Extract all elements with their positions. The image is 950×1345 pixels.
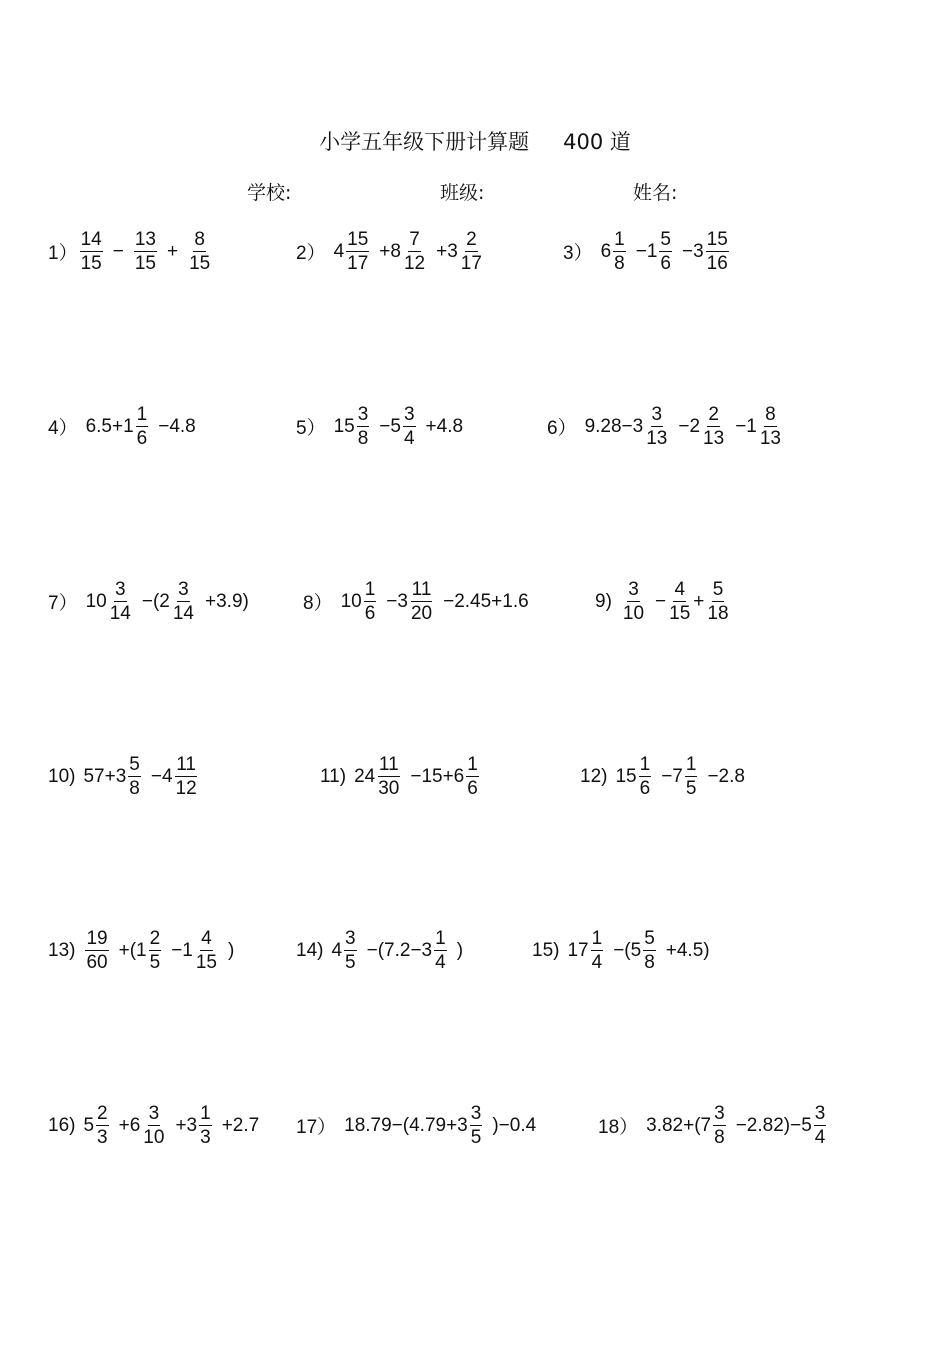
expression-text: ) <box>456 939 464 961</box>
fraction <box>659 230 672 273</box>
numerator: 1 <box>435 928 446 949</box>
problem-number: 3） <box>563 243 593 264</box>
problem-18 <box>598 1104 828 1147</box>
denominator: 5 <box>470 1127 482 1148</box>
fraction <box>188 230 211 273</box>
numerator: 2 <box>708 404 719 425</box>
expression-text: 10 <box>85 590 107 612</box>
expression-text: +3 <box>175 1114 198 1136</box>
denominator: 8 <box>644 952 655 973</box>
expression-text: +3 <box>436 240 458 262</box>
numerator: 1 <box>364 579 376 600</box>
denominator: 15 <box>189 253 211 274</box>
fraction <box>403 405 416 448</box>
denominator: 15 <box>195 952 217 973</box>
title-main: 小学五年级下册计算题 <box>319 130 530 154</box>
fraction <box>85 929 108 972</box>
fraction <box>759 405 782 448</box>
expression-text: − <box>655 590 667 612</box>
fraction <box>346 230 369 273</box>
expression-text: − <box>112 240 124 262</box>
numerator: 3 <box>651 404 663 425</box>
numerator: 1 <box>200 1103 211 1124</box>
numerator: 3 <box>178 579 189 600</box>
problem-number: 14) <box>296 939 324 961</box>
expression-text: −15+6 <box>410 765 465 787</box>
numerator: 15 <box>706 229 728 250</box>
problem-7 <box>48 580 249 623</box>
problem-number: 18） <box>598 1117 639 1138</box>
expression-text: −4 <box>150 765 173 787</box>
denominator: 4 <box>403 428 415 449</box>
expression-text: )−0.4 <box>492 1114 537 1136</box>
expression-text: −2.82)−5 <box>735 1114 812 1136</box>
school-field: 学校: <box>247 182 292 204</box>
denominator: 13 <box>759 428 781 449</box>
expression-text: −(7.2−3 <box>366 939 433 961</box>
numerator: 1 <box>467 754 478 775</box>
denominator: 14 <box>109 603 131 624</box>
expression-text: 57+3 <box>83 765 127 787</box>
fraction <box>80 230 103 273</box>
problem-number: 1） <box>48 243 78 264</box>
problem-9 <box>595 580 732 623</box>
problem-8 <box>303 580 529 623</box>
fraction <box>109 580 132 623</box>
problem-15 <box>532 929 710 972</box>
fraction <box>410 580 433 623</box>
numerator: 11 <box>378 754 399 775</box>
page-title <box>0 126 950 156</box>
numerator: 3 <box>814 1103 826 1124</box>
expression-text: + <box>166 240 179 262</box>
numerator: 8 <box>194 229 205 250</box>
expression-text: 5 <box>83 1114 95 1136</box>
expression-text: −1 <box>635 240 658 262</box>
problem-4 <box>48 405 196 448</box>
problem-number: 6） <box>547 418 577 439</box>
class-field: 班级: <box>440 182 485 204</box>
numerator: 2 <box>97 1103 108 1124</box>
problem-number: 10) <box>48 765 76 787</box>
denominator: 18 <box>707 603 729 624</box>
expression-text: −(5 <box>613 939 642 961</box>
fraction <box>706 580 729 623</box>
denominator: 10 <box>622 603 645 624</box>
expression-text: −2 <box>678 415 701 437</box>
fraction <box>639 755 652 798</box>
fraction <box>149 929 162 972</box>
numerator: 4 <box>674 579 686 600</box>
problem-number: 11) <box>320 765 347 787</box>
denominator: 5 <box>685 778 697 799</box>
expression-text: −3 <box>681 240 704 262</box>
denominator: 15 <box>80 253 102 274</box>
expression-text: −4.8 <box>158 415 196 437</box>
denominator: 12 <box>175 778 197 799</box>
denominator: 12 <box>403 253 426 274</box>
problem-number: 16) <box>48 1114 76 1136</box>
numerator: 4 <box>201 928 212 949</box>
fraction <box>172 580 195 623</box>
numerator: 8 <box>765 404 776 425</box>
numerator: 1 <box>685 754 697 775</box>
expression-text: −3 <box>386 590 408 612</box>
problem-11 <box>320 755 481 798</box>
fraction <box>199 1104 212 1147</box>
denominator: 3 <box>200 1127 211 1148</box>
numerator: 2 <box>466 229 477 250</box>
fraction <box>591 929 604 972</box>
numerator: 5 <box>712 579 724 600</box>
problem-14 <box>296 929 463 972</box>
denominator: 13 <box>703 428 725 449</box>
numerator: 1 <box>639 754 651 775</box>
fraction <box>357 405 370 448</box>
fraction <box>96 1104 109 1147</box>
denominator: 6 <box>364 603 376 624</box>
denominator: 17 <box>347 253 369 274</box>
expression-text: 15 <box>333 415 355 437</box>
fraction <box>142 1104 165 1147</box>
expression-text: −(2 <box>141 590 170 612</box>
numerator: 5 <box>660 229 671 250</box>
denominator: 17 <box>460 253 482 274</box>
numerator: 3 <box>470 1103 482 1124</box>
fraction <box>175 755 198 798</box>
numerator: 3 <box>115 579 126 600</box>
numerator: 5 <box>129 754 140 775</box>
numerator: 3 <box>148 1103 160 1124</box>
expression-text: 4 <box>331 939 343 961</box>
denominator: 15 <box>669 603 691 624</box>
numerator: 3 <box>403 404 415 425</box>
denominator: 4 <box>435 952 446 973</box>
fraction <box>643 929 656 972</box>
problem-17 <box>296 1104 536 1147</box>
expression-text: 18.79−(4.79+3 <box>344 1114 468 1136</box>
fraction <box>377 755 400 798</box>
numerator: 15 <box>347 229 369 250</box>
numerator: 1 <box>136 404 148 425</box>
problem-number: 7） <box>48 593 78 614</box>
expression-text: +4.5) <box>665 939 710 961</box>
expression-text: + <box>693 590 705 612</box>
problem-2 <box>296 230 485 273</box>
title-count: 400 道 <box>563 130 631 154</box>
denominator: 5 <box>345 952 356 973</box>
problem-number: 2） <box>296 243 326 264</box>
numerator: 5 <box>644 928 655 949</box>
fraction <box>622 580 645 623</box>
numerator: 3 <box>357 404 369 425</box>
expression-text: −7 <box>661 765 683 787</box>
problem-number: 15) <box>532 939 560 961</box>
fraction <box>136 405 149 448</box>
denominator: 60 <box>86 952 108 973</box>
expression-text: ) <box>228 939 235 961</box>
expression-text: 9.28−3 <box>584 415 644 437</box>
numerator: 13 <box>134 229 156 250</box>
denominator: 14 <box>172 603 194 624</box>
numerator: 11 <box>411 579 432 600</box>
denominator: 20 <box>410 603 433 624</box>
problem-number: 9) <box>595 590 612 612</box>
numerator: 19 <box>86 928 108 949</box>
fraction <box>460 230 483 273</box>
name-field: 姓名: <box>633 182 678 204</box>
expression-text: −2.8 <box>707 765 745 787</box>
expression-text: 6 <box>600 240 612 262</box>
numerator: 11 <box>176 754 196 775</box>
problem-number: 8） <box>303 593 333 614</box>
denominator: 4 <box>591 952 603 973</box>
expression-text: +4.8 <box>425 415 464 437</box>
denominator: 10 <box>143 1127 165 1148</box>
fraction <box>685 755 698 798</box>
expression-text: −1 <box>735 415 757 437</box>
fraction <box>668 580 691 623</box>
fraction <box>128 755 141 798</box>
fraction <box>364 580 377 623</box>
problem-3 <box>563 230 731 273</box>
denominator: 6 <box>660 253 671 274</box>
denominator: 13 <box>646 428 668 449</box>
problem-number: 13) <box>48 939 76 961</box>
fraction <box>403 230 426 273</box>
problem-13 <box>48 929 234 972</box>
fraction <box>645 405 668 448</box>
expression-text: 17 <box>567 939 589 961</box>
expression-text: +(1 <box>118 939 147 961</box>
problem-10 <box>48 755 200 798</box>
numerator: 1 <box>591 928 603 949</box>
denominator: 6 <box>467 778 478 799</box>
expression-text: +8 <box>379 240 401 262</box>
denominator: 30 <box>378 778 400 799</box>
fraction <box>613 230 626 273</box>
fraction <box>344 929 357 972</box>
fraction <box>814 1104 827 1147</box>
denominator: 8 <box>714 1127 725 1148</box>
problem-number: 4） <box>48 418 78 439</box>
denominator: 8 <box>614 253 625 274</box>
expression-text: 24 <box>354 765 376 787</box>
denominator: 6 <box>136 428 148 449</box>
fraction <box>195 929 218 972</box>
numerator: 1 <box>614 229 625 250</box>
problem-1 <box>48 230 213 273</box>
numerator: 14 <box>80 229 102 250</box>
expression-text: +6 <box>118 1114 141 1136</box>
fraction <box>434 929 447 972</box>
problem-number: 17） <box>296 1117 337 1138</box>
expression-text: 10 <box>340 590 362 612</box>
numerator: 2 <box>149 928 161 949</box>
numerator: 7 <box>409 229 420 250</box>
expression-text: 15 <box>615 765 637 787</box>
numerator: 3 <box>714 1103 725 1124</box>
problem-number: 5） <box>296 418 326 439</box>
problem-6 <box>547 405 784 448</box>
fraction <box>134 230 157 273</box>
denominator: 4 <box>814 1127 826 1148</box>
fraction <box>466 755 479 798</box>
denominator: 8 <box>357 428 369 449</box>
denominator: 3 <box>97 1127 108 1148</box>
expression-text: +3.9) <box>205 590 249 612</box>
expression-text: 3.82+(7 <box>646 1114 712 1136</box>
numerator: 3 <box>345 928 356 949</box>
fraction <box>702 405 725 448</box>
fraction <box>470 1104 483 1147</box>
expression-text: −1 <box>171 939 193 961</box>
expression-text: +2.7 <box>221 1114 260 1136</box>
expression-text: −2.45+1.6 <box>443 590 529 612</box>
expression-text: 4 <box>333 240 345 262</box>
denominator: 15 <box>134 253 156 274</box>
denominator: 6 <box>639 778 651 799</box>
denominator: 8 <box>129 778 140 799</box>
expression-text: 6.5+1 <box>85 415 134 437</box>
problem-16 <box>48 1104 259 1147</box>
expression-text: −5 <box>379 415 401 437</box>
fraction <box>706 230 729 273</box>
problem-5 <box>296 405 463 448</box>
problem-number: 12) <box>580 765 608 787</box>
denominator: 5 <box>149 952 161 973</box>
denominator: 16 <box>706 253 728 274</box>
problem-12 <box>580 755 745 798</box>
fraction <box>713 1104 726 1147</box>
numerator: 3 <box>628 579 639 600</box>
